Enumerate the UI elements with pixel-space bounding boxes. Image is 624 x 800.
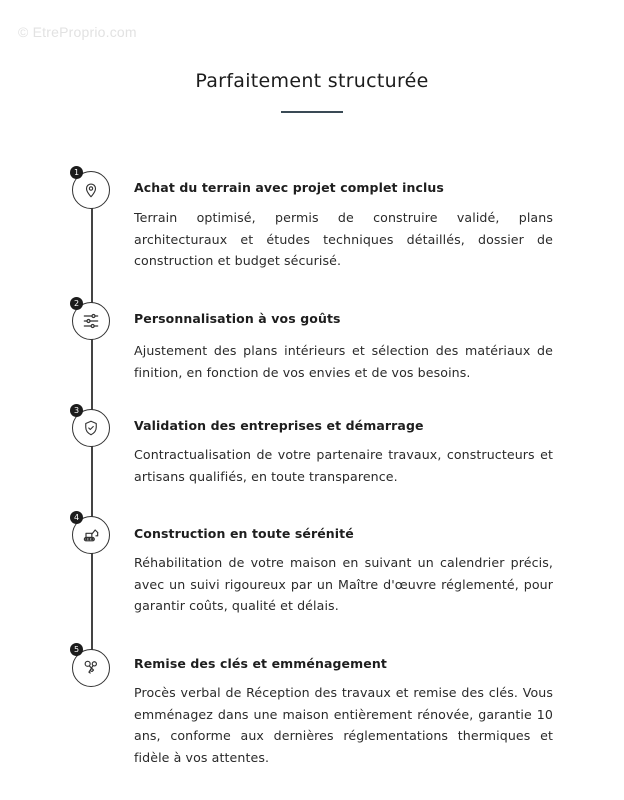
step-3-number: 3 [70, 404, 83, 417]
sliders-icon [81, 311, 101, 331]
step-1-body: Terrain optimisé, permis de construire validé, plans architecturaux et études techniques détaillés, dossier de construction et budget sécurisé. [134, 210, 553, 268]
location-pin-icon [82, 181, 100, 199]
step-2-title: Personnalisation à vos goûts [134, 311, 341, 326]
step-4-body: Réhabilitation de votre maison en suivant un calendrier précis, avec un suivi rigoureux par un Maître d'œuvre réglementé, pour garantir coûts, qualité et délais. [134, 555, 553, 613]
step-3-body: Contractualisation de votre partenaire travaux, constructeurs et artisans qualifiés, en toute transparence. [134, 447, 553, 484]
keys-icon [81, 658, 101, 678]
step-2-number: 2 [70, 297, 83, 310]
step-5-body: Procès verbal de Réception des travaux et remise des clés. Vous emménagez dans une maison entièrement rénovée, garantie 10 ans, conforme aux dernières réglementations thermiques et fidèle à vos attentes. [134, 685, 553, 765]
title-underline [281, 111, 343, 113]
step-4-title: Construction en toute sérénité [134, 526, 354, 541]
watermark: © EtreProprio.com [18, 24, 137, 40]
excavator-icon [81, 525, 101, 545]
step-3-title: Validation des entreprises et démarrage [134, 418, 424, 433]
step-2-body: Ajustement des plans intérieurs et sélection des matériaux de finition, en fonction de vos envies et de vos besoins. [134, 343, 553, 380]
step-1-number: 1 [70, 166, 83, 179]
page-title: Parfaitement structurée [195, 70, 429, 92]
step-5-number: 5 [70, 643, 83, 656]
shield-check-icon [82, 419, 100, 437]
step-1-title: Achat du terrain avec projet complet inclus [134, 180, 444, 195]
step-5-title: Remise des clés et emménagement [134, 656, 387, 671]
step-4-number: 4 [70, 511, 83, 524]
